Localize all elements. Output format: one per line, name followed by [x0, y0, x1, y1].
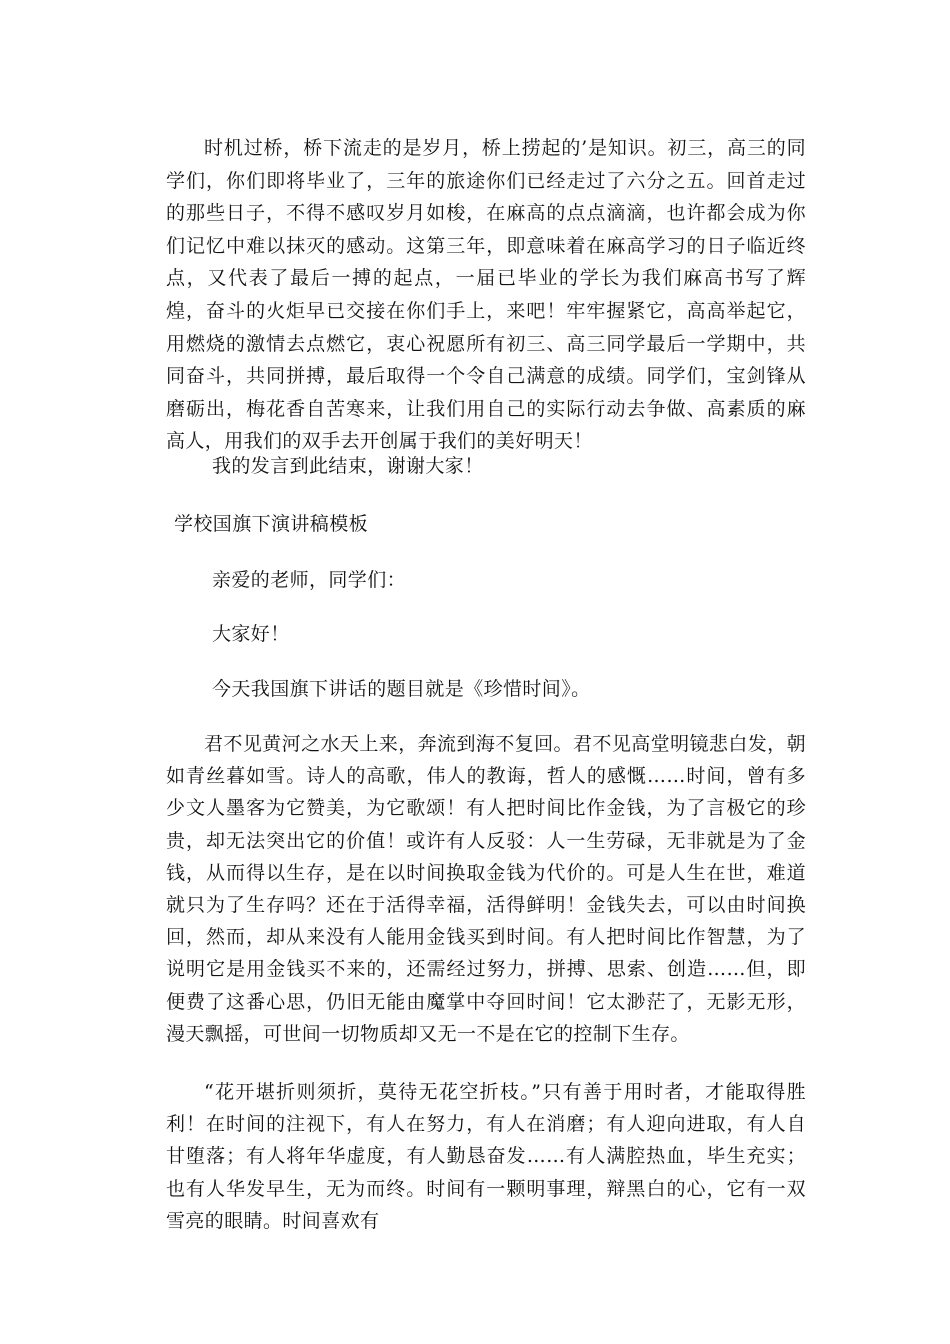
- paragraph-seize-time: “花开堪折则须折，莫待无花空折枝。”只有善于用时者，才能取得胜利！在时间的注视下，有人在努力，有人在消磨；有人迎向进取，有人自甘堕落；有人将年华虚度，有人勤恳奋发……有人满腔热血，毕生充实；也有人华发早生，无为而终。时间有一颗明事理，辩黑白的心，它有一双雪亮的眼睛。时间喜欢有: [166, 1081, 806, 1232]
- paragraph-graduation-speech: 时机过桥，桥下流走的是岁月，桥上捞起的’是知识。初三，高三的同学们，你们即将毕业了，三年的旅途你们已经走过了六分之五。回首走过的那些日子，不得不感叹岁月如梭，在麻高的点点滴滴，也许都会成为你们记忆中难以抹灭的感动。这第三年，即意味着在麻高学习的日子临近终点，又代表了最后一搏的起点，一届已毕业的学长为我们麻高书写了辉煌，奋斗的火炬早已交接在你们手上，来吧！牢牢握紧它，高高举起它，用燃烧的激情去点燃它，衷心祝愿所有初三、高三同学最后一学期中，共同奋斗，共同拼搏，最后取得一个令自己满意的成绩。同学们，宝剑锋从磨砺出，梅花香自苦寒来，让我们用自己的实际行动去争做、高素质的麻高人，用我们的双手去开创属于我们的美好明天！: [166, 137, 806, 453]
- speech-topic: 今天我国旗下讲话的题目就是《珍惜时间》。: [212, 678, 591, 700]
- salutation: 亲爱的老师，同学们：: [212, 569, 407, 591]
- section-title: 学校国旗下演讲稿模板: [174, 513, 369, 535]
- paragraph-closing-remark: 我的发言到此结束，谢谢大家！: [212, 455, 484, 477]
- greeting: 大家好！: [212, 623, 290, 645]
- paragraph-time-value: 君不见黄河之水天上来，奔流到海不复回。君不见高堂明镜悲白发，朝如青丝暮如雪。诗人的高歌，伟人的教诲，哲人的感慨……时间，曾有多少文人墨客为它赞美，为它歌颂！有人把时间比作金钱，为了言极它的珍贵，却无法突出它的价值！或许有人反驳：人一生劳碌，无非就是为了金钱，从而得以生存，是在以时间换取金钱为代价的。可是人生在世，难道就只为了生存吗？还在于活得幸福，活得鲜明！金钱失去，可以由时间换回，然而，却从来没有人能用金钱买到时间。有人把时间比作智慧，为了说明它是用金钱买不来的，还需经过努力，拼搏、思索、创造……但，即便费了这番心思，仍旧无能由魔掌中夺回时间！它太渺茫了，无影无形，漫天飘摇，可世间一切物质却又无一不是在它的控制下生存。: [166, 733, 806, 1045]
